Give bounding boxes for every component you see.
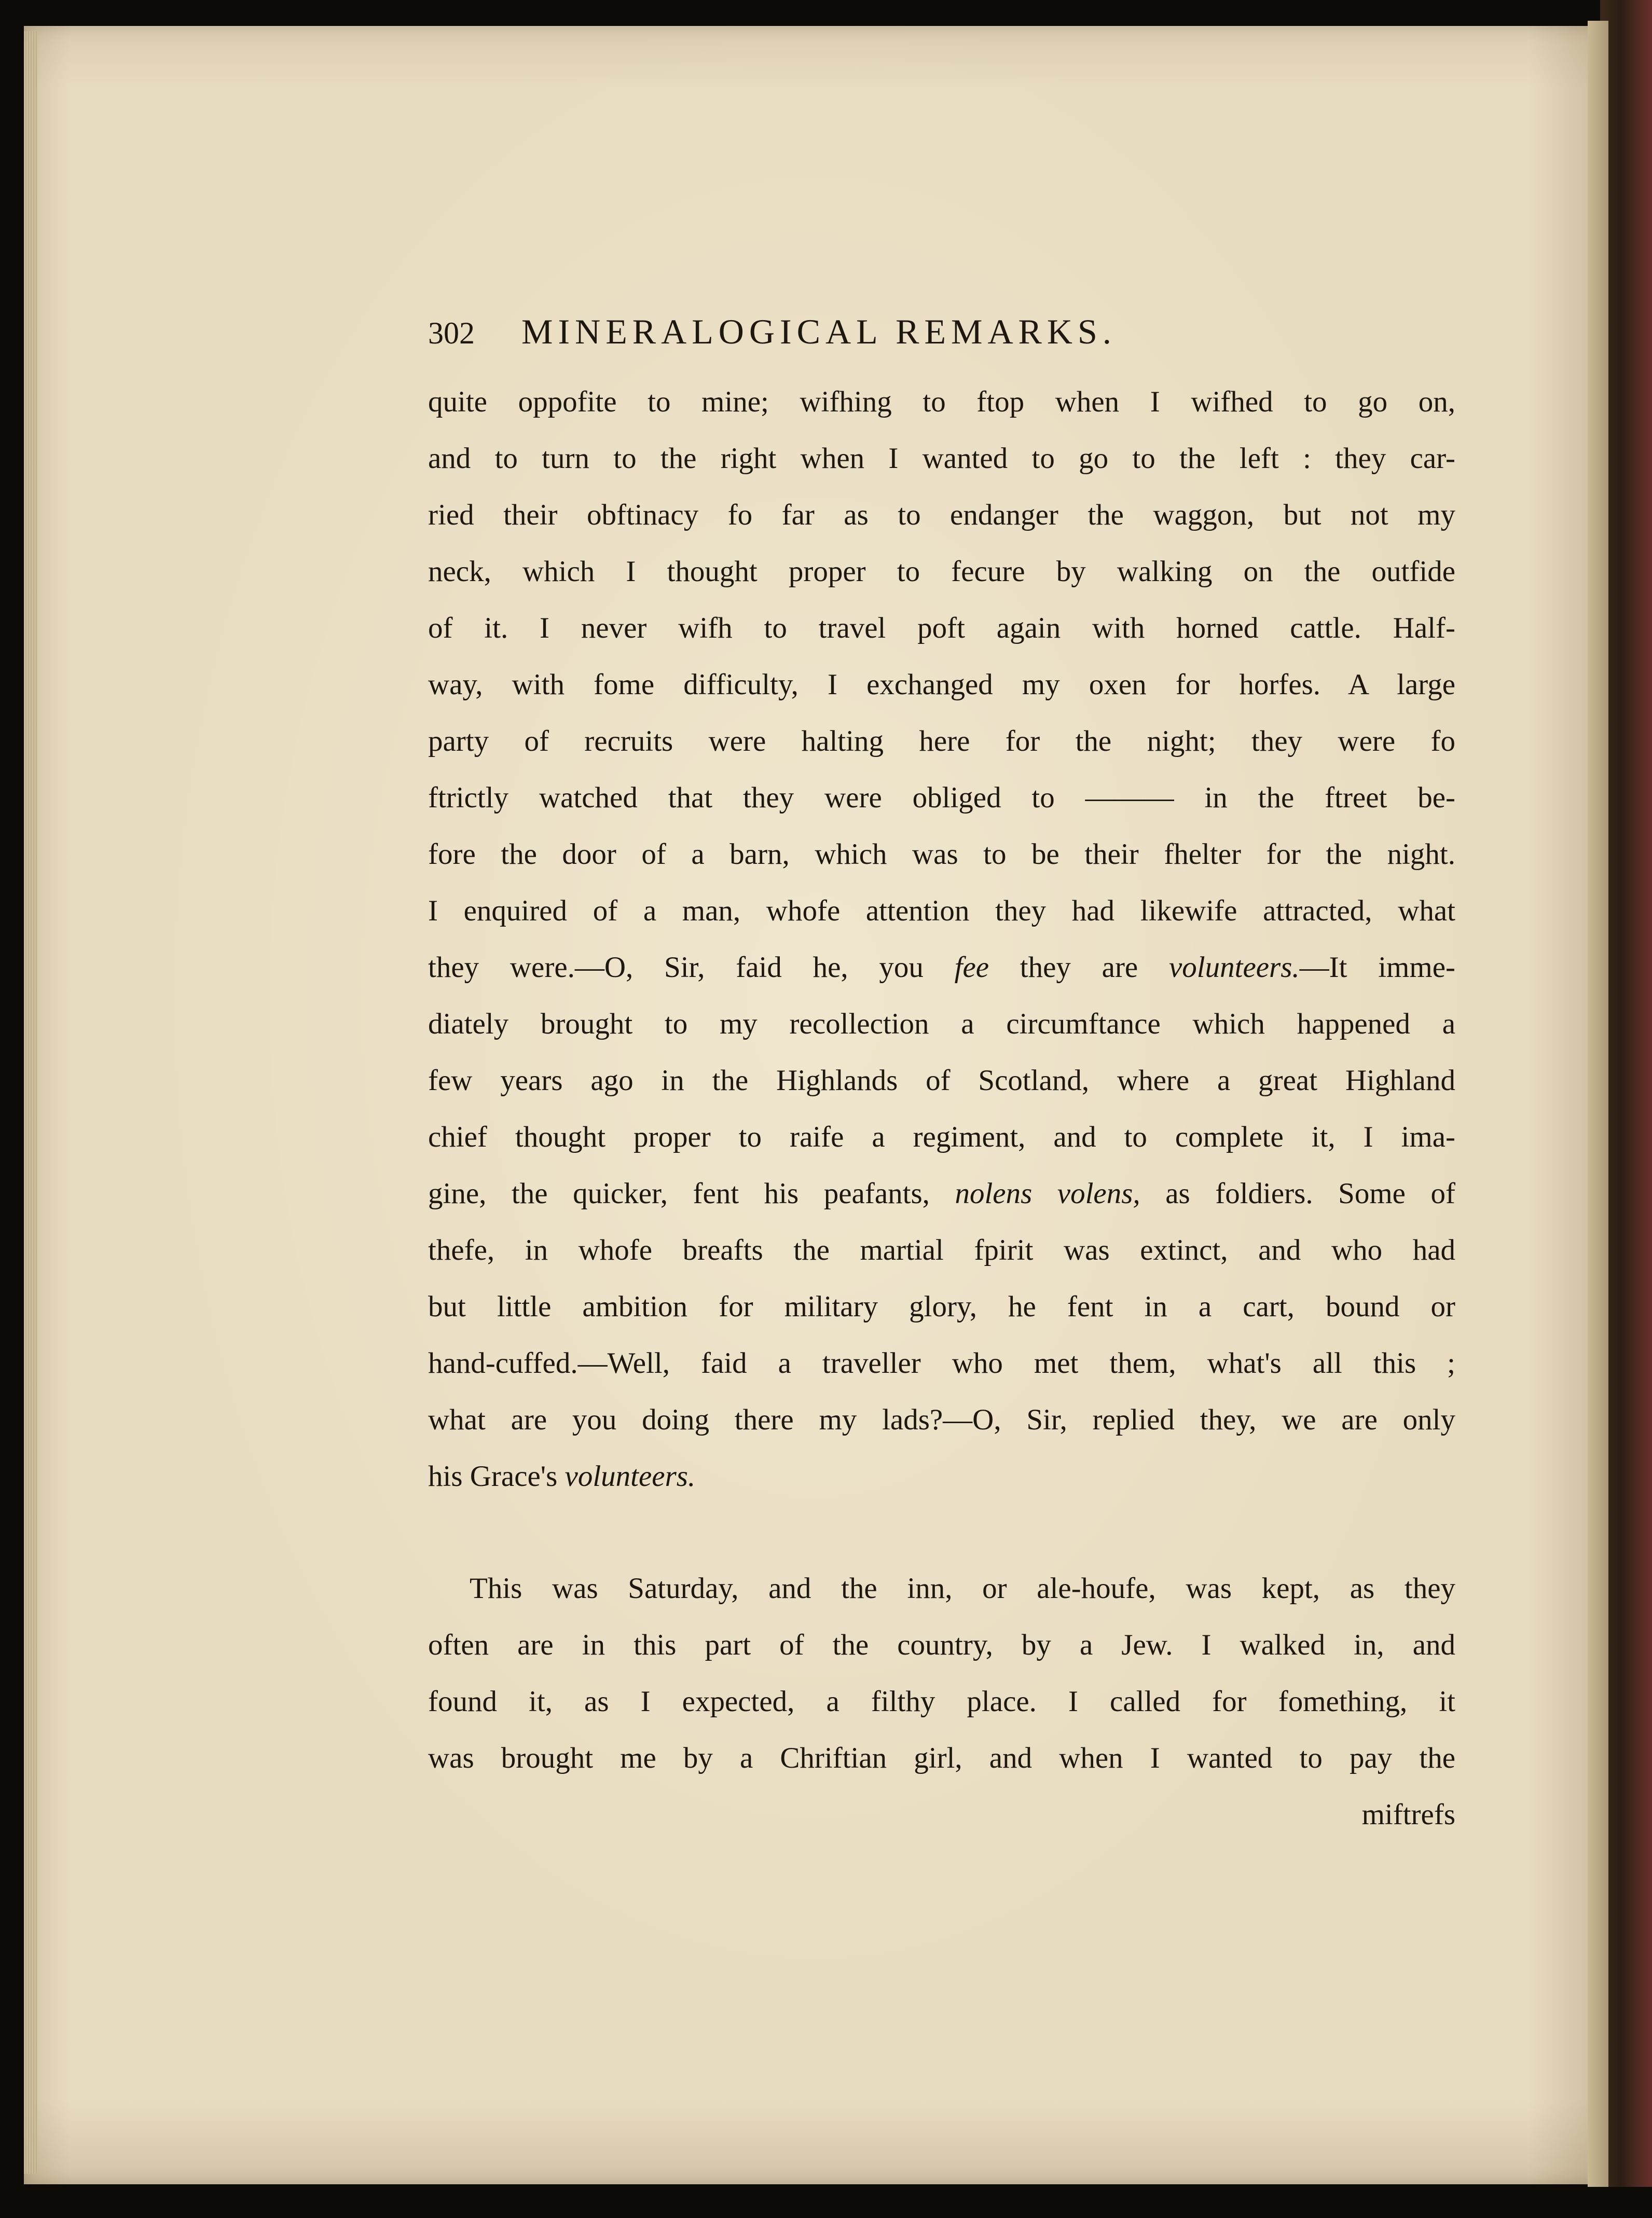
text-line bbox=[428, 939, 1455, 996]
running-head: MINERALOGICAL REMARKS. bbox=[521, 312, 1117, 351]
italic-text: nolens volens, bbox=[955, 1177, 1140, 1210]
text-line: of it. I never wifh to travel poft again with horned cattle. Half- bbox=[428, 612, 1455, 644]
italic-text: volunteers. bbox=[565, 1460, 696, 1493]
text-fragment: gine, the quicker, fent his peafants, bbox=[428, 1177, 955, 1210]
paragraph-1 bbox=[428, 374, 1455, 1505]
italic-text: volunteers. bbox=[1168, 951, 1300, 984]
catchword: miftrefs bbox=[1361, 1798, 1455, 1831]
text-line: thefe, in whofe breafts the martial fpirit was extinct, and who had bbox=[428, 1234, 1455, 1266]
text-line: hand-cuffed.—Well, faid a traveller who met them, what's all this ; bbox=[428, 1347, 1455, 1380]
text-fragment: —It imme- bbox=[1299, 951, 1455, 984]
text-line: way, with fome difficulty, I exchanged my oxen for horfes. A large bbox=[428, 668, 1455, 701]
text-fragment: they were.—O, Sir, faid he, you bbox=[428, 951, 955, 984]
text-line: fore the door of a barn, which was to be their fhelter for the night. bbox=[428, 838, 1455, 871]
text-line: ried their obftinacy fo far as to endanger the waggon, but not my bbox=[428, 499, 1455, 531]
text-line bbox=[428, 1165, 1455, 1222]
text-fragment: they are bbox=[989, 951, 1169, 984]
text-line: what are you doing there my lads?—O, Sir, replied they, we are only bbox=[428, 1403, 1455, 1436]
text-line: few years ago in the Highlands of Scotland, where a great Highland bbox=[428, 1064, 1455, 1097]
text-line: often are in this part of the country, by a Jew. I walked in, and bbox=[428, 1629, 1455, 1661]
page-number: 302 bbox=[428, 316, 475, 350]
bottom-background bbox=[0, 2187, 1652, 2218]
right-page-leaf bbox=[1588, 21, 1608, 2189]
text-line bbox=[428, 1448, 1455, 1505]
text-line: found it, as I expected, a filthy place. I called for fomething, it bbox=[428, 1685, 1455, 1718]
text-line: diately brought to my recollection a circumftance which happened a bbox=[428, 1008, 1455, 1040]
text-line: quite oppofite to mine; wifhing to ftop when I wifhed to go on, bbox=[428, 385, 1455, 418]
text-line: chief thought proper to raife a regiment, and to complete it, I ima- bbox=[428, 1121, 1455, 1153]
text-line: was brought me by a Chriftian girl, and when I wanted to pay the bbox=[428, 1742, 1455, 1774]
paragraph-2 bbox=[428, 1560, 1455, 1786]
page-text-block bbox=[428, 311, 1455, 1843]
text-line: party of recruits were halting here for the night; they were fo bbox=[428, 725, 1455, 757]
text-line: neck, which I thought proper to fecure by walking on the outfide bbox=[428, 555, 1455, 588]
paragraph-gap bbox=[428, 1505, 1455, 1560]
text-fragment: as foldiers. Some of bbox=[1140, 1177, 1455, 1210]
text-line: ftrictly watched that they were obliged to ——— in the ftreet be- bbox=[428, 781, 1455, 814]
text-line: I enquired of a man, whofe attention they had likewife attracted, what bbox=[428, 894, 1455, 927]
text-line: but little ambition for military glory, he fent in a cart, bound or bbox=[428, 1290, 1455, 1323]
italic-text: fee bbox=[954, 951, 989, 984]
text-fragment: his Grace's bbox=[428, 1460, 565, 1493]
page-header bbox=[428, 311, 1455, 374]
page-gutter-edge bbox=[24, 31, 37, 2174]
text-line: and to turn to the right when I wanted to go to the left : they car- bbox=[428, 442, 1455, 475]
text-line: This was Saturday, and the inn, or ale-houfe, was kept, as they bbox=[470, 1572, 1455, 1605]
